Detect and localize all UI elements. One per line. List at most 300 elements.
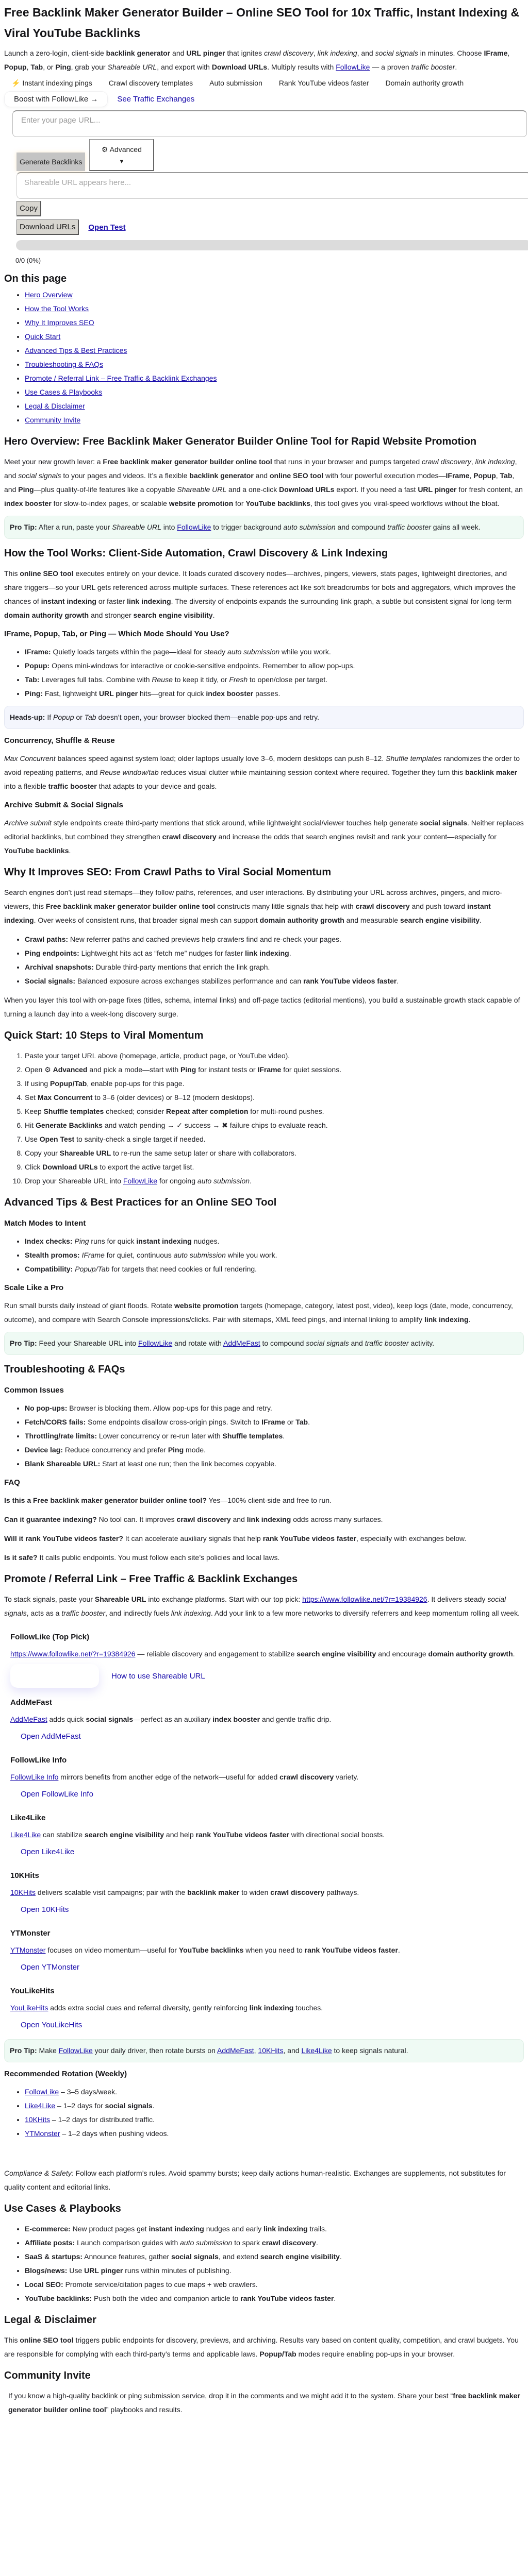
list-item: • Device lag: Reduce concurrency and prefer Ping mode. — [25, 1443, 524, 1457]
copy-button[interactable]: Copy — [16, 201, 41, 216]
italic-text: auto submission — [197, 1177, 250, 1185]
list-item: 3. If using Popup/Tab, enable pop-ups for this page. — [25, 1077, 524, 1091]
concurrency-body: Max Concurrent balances speed against system load; older laptops usually love 3–6, modern desktops can push 8–12. Shuffle templates randomizes the order to avoid repeating patterns, and Reuse window/tab reduces visual clutter while maintaining session context where required. Together they turn this backlink maker into a flexible traffic booster that adapts to your device and goals. — [4, 754, 520, 790]
bold-text: Tab — [295, 1418, 308, 1426]
list-item: • Ping endpoints: Lightweight hits act as “fetch me” nudges for faster link indexing. — [25, 946, 524, 960]
exchange-card-title: YouLikeHits — [10, 1987, 55, 1995]
list-item: • Compatibility: Popup/Tab for targets that need cookies or full rendering. — [25, 1262, 524, 1276]
hero-body: Meet your new growth lever: a Free backlink maker generator builder online tool that runs in your browser and pumps targeted crawl discovery, link indexing, and social signals to your pages and videos. It’s a flexible backlink generator and online SEO tool with four powerful execution modes—IFrame, Popup, Tab, and Ping—plus quality-of-life features like a copyable Shareable URL and a one-click Download URLs export. If you need a fast URL pinger for fresh content, an index booster for slow-to-index pages, or scalable website promotion for YouTube backlinks, this tool gives you viral-speed workflows without the bloat. — [4, 457, 523, 507]
bold-text: Stealth promos: — [25, 1251, 80, 1259]
bold-text: Tab — [500, 471, 513, 480]
exchange-card-body: YouLikeHits adds extra social cues and referral diversity, gently reinforcing link indexing touches. — [10, 2004, 323, 2012]
italic-text: link indexing — [475, 457, 515, 466]
italic-text: social signals — [306, 1339, 349, 1347]
rotation-list — [4, 2085, 524, 2141]
list-item: • Local SEO: Promote service/citation pages to cue maps + web crawlers. — [25, 2278, 524, 2292]
bold-text: search engine visibility — [84, 1831, 164, 1839]
bold-text: rank YouTube videos faster — [304, 1946, 398, 1954]
bold-text: instant indexing — [148, 2225, 204, 2233]
list-item: 4. Set Max Concurrent to 3–6 (older devices) or 8–12 (modern desktops). — [25, 1091, 524, 1105]
toc-item — [25, 302, 524, 316]
exchange-card-title: 10KHits — [10, 1871, 39, 1880]
exchange-card-title: Like4Like — [10, 1814, 46, 1822]
bold-text: YouTube backlinks: — [25, 2294, 92, 2302]
exchange-card-body: 10KHits delivers scalable visit campaigns; pair with the backlink maker to widen crawl discovery pathways. — [10, 1888, 359, 1896]
cta-row — [4, 91, 524, 107]
bold-text: rank YouTube videos faster — [262, 1534, 357, 1543]
use-cases-section — [4, 2199, 524, 2306]
bold-text: instant indexing — [136, 1237, 192, 1245]
open-exchange-link[interactable]: Open Like4Like — [21, 1848, 75, 1856]
bold-text: online SEO tool — [20, 2336, 74, 2344]
toc-item — [25, 344, 524, 358]
inline-link[interactable]: FollowLike — [177, 523, 211, 531]
legal-body: This online SEO tool triggers public endpoints for discovery, previews, and archiving. Results vary based on content quality, competition, and crawl budgets. You are responsible for complying with each third-party’s terms and applicable laws. Popup/Tab modes require enabling pop-ups in your browser. — [4, 2336, 519, 2358]
boost-with-followlike-button[interactable]: Boost with FollowLike → — [4, 91, 108, 107]
pro-tip-box: Pro Tip: Feed your Shareable URL into FollowLike and rotate with AddMeFast to compound social signals and traffic booster activity. — [4, 1332, 524, 1355]
exchange-card — [4, 1691, 524, 1749]
bold-text: Index checks: — [25, 1237, 73, 1245]
list-item: • Stealth promos: IFrame for quiet, continuous auto submission while you work. — [25, 1248, 524, 1262]
bold-text: Generate Backlinks — [36, 1121, 103, 1129]
archive-heading: Archive Submit & Social Signals — [4, 801, 123, 809]
bold-text: Is this a Free backlink maker generator builder online tool? — [4, 1496, 207, 1504]
bold-text: Can it guarantee indexing? — [4, 1515, 97, 1523]
bold-text: Ping — [180, 1065, 196, 1074]
advanced-label: Advanced — [109, 145, 142, 154]
bold-text: URL pinger — [186, 49, 225, 57]
bold-text: Device lag: — [25, 1446, 63, 1454]
list-item: • 10KHits – 1–2 days for distributed traffic. — [25, 2113, 524, 2127]
bold-text: Advanced — [53, 1065, 88, 1074]
bold-text: crawl discovery — [270, 1888, 325, 1896]
bold-text: website promotion — [169, 499, 234, 507]
exchange-card — [4, 1864, 524, 1922]
italic-text: social signals — [4, 1595, 506, 1617]
inline-link[interactable]: 10KHits — [258, 2046, 284, 2055]
bold-text: backlink generator — [189, 471, 254, 480]
italic-text: IFrame — [81, 1251, 105, 1259]
open-exchange-link[interactable]: Open 10KHits — [21, 1905, 69, 1914]
list-item: • No pop-ups: Browser is blocking them. Allow pop-ups for this page and retry. — [25, 1401, 524, 1415]
italic-text: link indexing — [317, 49, 357, 57]
exchange-card-title: AddMeFast — [10, 1698, 52, 1707]
inline-link[interactable]: 10KHits — [10, 1888, 36, 1896]
italic-text: Shuffle templates — [386, 754, 442, 762]
list-item: • YouTube backlinks: Push both the video and companion article to rank YouTube videos faster. — [25, 2292, 524, 2306]
progress-bar — [16, 240, 528, 250]
exchange-card-top-pick — [4, 1625, 524, 1688]
bold-text: domain authority growth — [428, 1650, 513, 1658]
faq-item: Is this a Free backlink maker generator builder online tool? Yes—100% client-side and free to run. — [4, 1496, 332, 1504]
exchange-card — [4, 1749, 524, 1806]
toc-link-troubleshooting[interactable]: Troubleshooting & FAQs — [25, 360, 104, 368]
generate-backlinks-button[interactable]: Generate Backlinks — [16, 152, 85, 171]
shareable-url-output[interactable] — [16, 172, 528, 199]
common-issues-heading: Common Issues — [4, 1386, 64, 1395]
community-heading: Community Invite — [4, 2370, 91, 2381]
concurrency-heading: Concurrency, Shuffle & Reuse — [4, 736, 115, 745]
bold-text: social signals — [105, 2102, 153, 2110]
bold-text: Compatibility: — [25, 1265, 73, 1273]
inline-link[interactable]: Like4Like — [25, 2102, 56, 2110]
italic-text: Ping — [74, 1237, 89, 1245]
exchange-card-body: FollowLike Info mirrors benefits from another edge of the network—useful for added crawl discovery variety. — [10, 1773, 359, 1781]
toc-link-hero-overview[interactable]: Hero Overview — [25, 291, 73, 299]
pro-tip-box: Pro Tip: After a run, paste your Shareable URL into FollowLike to trigger background auto submission and compound traffic booster gains all week. — [4, 516, 524, 539]
italic-text: auto submission — [180, 2239, 233, 2247]
list-item: 2. Open ⚙ Advanced and pick a mode—start with Ping for instant tests or IFrame for quiet sessions. — [25, 1063, 524, 1077]
italic-text: Popup — [53, 713, 74, 721]
bold-text: No pop-ups: — [25, 1404, 68, 1412]
toc-item — [25, 330, 524, 344]
page-url-input[interactable] — [12, 110, 527, 137]
toc-link-community[interactable]: Community Invite — [25, 416, 81, 424]
bold-text: Ping endpoints: — [25, 949, 79, 957]
list-item: 7. Use Open Test to sanity-check a single target if needed. — [25, 1132, 524, 1146]
modes-heading: IFrame, Popup, Tab, or Ping — Which Mode Should You Use? — [4, 630, 229, 638]
italic-text: auto submission — [227, 648, 280, 656]
inline-link[interactable]: FollowLike — [25, 2088, 59, 2096]
bold-text: rank YouTube videos faster — [195, 1831, 289, 1839]
bold-text: backlink maker — [465, 768, 518, 776]
bold-text: E-commerce: — [25, 2225, 71, 2233]
promote-intro: To stack signals, paste your Shareable URL into exchange platforms. Start with our top pick: https://www.followlike.net/?r=19384926. It delivers steady social signals, acts as a traffic booster, and indirectly fuels link indexing. Add your link to a few more networks to diversify referrers and keep momentum rolling all week. — [4, 1595, 520, 1617]
how-to-use-shareable-url-link[interactable]: How to use Shareable URL — [111, 1671, 205, 1681]
copy-row — [16, 201, 524, 216]
bold-text: free backlink maker generator builder online tool — [8, 2392, 520, 2414]
match-modes-heading: Match Modes to Intent — [4, 1219, 86, 1228]
advanced-heading: Advanced Tips & Best Practices for an Online SEO Tool — [4, 1197, 277, 1208]
open-exchange-link[interactable]: Open AddMeFast — [21, 1732, 81, 1741]
inline-link[interactable]: Like4Like — [10, 1831, 41, 1839]
bold-text: backlink generator — [106, 49, 171, 57]
exchange-card — [4, 1922, 524, 1979]
promote-heading: Promote / Referral Link – Free Traffic & Backlink Exchanges — [4, 1573, 298, 1585]
inline-link[interactable]: YTMonster — [10, 1946, 46, 1954]
bold-text: link indexing — [245, 949, 289, 957]
see-traffic-exchanges-link[interactable]: See Traffic Exchanges — [117, 95, 195, 104]
inline-link[interactable]: FollowLike — [58, 2046, 93, 2055]
list-item: • FollowLike – 3–5 days/week. — [25, 2085, 524, 2099]
toc-item — [25, 288, 524, 302]
bold-text: Shuffle templates — [222, 1432, 283, 1440]
bold-text: Popup — [473, 471, 496, 480]
bold-text: Popup/Tab — [259, 2350, 296, 2358]
bold-text: Ping: — [25, 689, 43, 698]
why-heading: Why It Improves SEO: From Crawl Paths to Viral Social Momentum — [4, 867, 332, 878]
toc-link-legal[interactable]: Legal & Disclaimer — [25, 402, 85, 410]
bold-text: Social signals: — [25, 977, 76, 985]
bold-text: domain authority growth — [4, 611, 89, 619]
bold-text: Free backlink maker generator builder online tool — [103, 457, 272, 466]
inline-link[interactable]: https://www.followlike.net/?r=19384926 — [10, 1650, 136, 1658]
list-item: • Blogs/news: Use URL pinger runs within minutes of publishing. — [25, 2264, 524, 2278]
open-exchange-link[interactable]: Open YTMonster — [21, 1963, 79, 1972]
italic-text: traffic booster — [61, 1609, 106, 1617]
bold-text: IFrame — [257, 1065, 282, 1074]
bold-text: YouTube backlinks — [4, 846, 69, 855]
list-item: • Blank Shareable URL: Start at least one run; then the link becomes copyable. — [25, 1457, 524, 1471]
troubleshooting-section — [4, 1360, 524, 1565]
feature-chip-label: Auto submission — [209, 79, 262, 87]
list-item: • Ping: Fast, lightweight URL pinger hits—great for quick index booster passes. — [25, 687, 524, 701]
italic-text: auto submission — [173, 1251, 226, 1259]
exchange-card-title: FollowLike (Top Pick) — [10, 1633, 90, 1641]
inline-link[interactable]: FollowLike — [123, 1177, 158, 1185]
bold-text: traffic booster — [48, 782, 97, 790]
italic-text: crawl discovery — [422, 457, 471, 466]
bold-text: Local SEO: — [25, 2280, 63, 2289]
list-item: • Popup: Opens mini-windows for interactive or cookie-sensitive endpoints. Remember to allow pop-ups. — [25, 659, 524, 673]
bold-text: Shareable URL — [94, 1595, 146, 1603]
why-body: Search engines don’t just read sitemaps—they follow paths, references, and user interactions. By distributing your URL across archives, pingers, and micro-viewers, this Free backlink maker generator builder online tool constructs many little signals that help with crawl discovery and push toward instant indexing. Over weeks of consistent runs, that broader signal mesh can support domain authority growth and measurable search engine visibility. — [4, 888, 502, 924]
bold-text: search engine visibility — [260, 2252, 340, 2261]
italic-text: Fresh — [229, 675, 248, 684]
bold-text: online SEO tool — [20, 569, 74, 578]
bold-text: Ping — [18, 485, 34, 494]
bold-text: Blank Shareable URL: — [25, 1460, 101, 1468]
rotation-heading: Recommended Rotation (Weekly) — [4, 2070, 127, 2078]
quick-start-steps — [4, 1049, 524, 1188]
caret-down-icon: ▼ — [119, 159, 125, 165]
bold-text: social signals — [86, 1715, 134, 1723]
list-item: 8. Copy your Shareable URL to re-run the same setup later or share with collaborators. — [25, 1146, 524, 1160]
italic-text: social signals — [375, 49, 418, 57]
common-issues-list — [4, 1401, 524, 1471]
bold-text: crawl discovery — [355, 902, 410, 910]
faq-heading: FAQ — [4, 1478, 20, 1487]
bold-text: crawl discovery — [162, 833, 217, 841]
bold-text: Download URLs — [279, 485, 335, 494]
list-item: 9. Click Download URLs to export the active target list. — [25, 1160, 524, 1174]
bold-text: Download URLs — [211, 63, 268, 71]
bold-text: backlink maker — [187, 1888, 240, 1896]
bold-text: link indexing — [263, 2225, 308, 2233]
bold-text: Pro Tip: — [10, 523, 37, 531]
bold-text: Archival snapshots: — [25, 963, 94, 971]
bold-text: Popup/Tab — [50, 1079, 87, 1088]
italic-text: Popup/Tab — [75, 1265, 110, 1273]
bold-text: Free backlink maker generator builder online tool — [45, 902, 216, 910]
exchange-card — [4, 1806, 524, 1864]
bold-text: Popup — [4, 63, 27, 71]
bold-text: index booster — [4, 499, 52, 507]
bold-text: Shuffle templates — [43, 1107, 104, 1115]
faq-list — [4, 1494, 524, 1565]
toc-link-how-the-tool-works[interactable]: How the Tool Works — [25, 304, 89, 313]
exchange-card-body: Like4Like can stabilize search engine visibility and help rank YouTube videos faster with directional social boosts. — [10, 1831, 385, 1839]
tool-action-row — [16, 139, 524, 171]
list-item: • Affiliate posts: Launch comparison guides with auto submission to spark crawl discovery. — [25, 2236, 524, 2250]
list-item: • Archival snapshots: Durable third-party mentions that enrich the link graph. — [25, 960, 524, 974]
bold-text: instant indexing — [41, 597, 96, 605]
bold-text: Will it rank YouTube videos faster? — [4, 1534, 123, 1543]
bold-text: search engine visibility — [133, 611, 213, 619]
italic-text: traffic booster — [387, 523, 431, 531]
how-heading: How the Tool Works: Client-Side Automation, Crawl Discovery & Link Indexing — [4, 548, 388, 559]
open-exchange-link[interactable]: Open FollowLike Info — [21, 1790, 93, 1799]
italic-text: Shareable URL — [107, 63, 157, 71]
advanced-toggle-button[interactable] — [89, 139, 154, 171]
list-item: 6. Hit Generate Backlinks and watch pending → ✓ success → ✖ failure chips to evaluate reach. — [25, 1118, 524, 1132]
list-item: • Fetch/CORS fails: Some endpoints disallow cross-origin pings. Switch to IFrame or Tab. — [25, 1415, 524, 1429]
bold-text: social signals — [171, 2252, 219, 2261]
toc-item — [25, 358, 524, 371]
inline-link[interactable]: FollowLike — [336, 63, 370, 71]
troubleshooting-heading: Troubleshooting & FAQs — [4, 1364, 125, 1375]
bold-text: index booster — [206, 689, 254, 698]
list-item: • Throttling/rate limits: Lower concurrency or re-run later with Shuffle templates. — [25, 1429, 524, 1443]
italic-text: Shareable URL — [112, 523, 161, 531]
why-points-list — [4, 933, 524, 988]
intro-paragraph: Launch a zero-login, client-side backlink generator and URL pinger that ignites crawl discovery, link indexing, and social signals in minutes. Choose IFrame, Popup, Tab, or Ping, grab your Shareable URL, and export with Download URLs. Multiply results with FollowLike — a proven traffic booster. — [4, 49, 510, 71]
use-cases-list — [4, 2222, 524, 2306]
inline-link[interactable]: https://www.followlike.net/?r=19384926 — [302, 1595, 427, 1603]
match-modes-list — [4, 1234, 524, 1276]
bold-text: URL pinger — [84, 2266, 123, 2275]
scale-body: Run small bursts daily instead of giant floods. Rotate website promotion targets (homepage, category, latest post, video), keep logs (date, mode, concurrency, outcome), and compare with Search Console impressions/clicks. Pair with sitemaps, XML feed pings, and internal linking to amplify link indexing. — [4, 1301, 513, 1324]
how-section — [4, 544, 524, 858]
italic-text: link indexing — [171, 1609, 211, 1617]
spacer — [4, 2146, 524, 2166]
feature-chip — [202, 76, 272, 90]
scale-heading: Scale Like a Pro — [4, 1283, 64, 1292]
inline-link[interactable]: Like4Like — [301, 2046, 332, 2055]
feature-chip-label: Rank YouTube videos faster — [278, 79, 369, 87]
list-item: • IFrame: Quietly loads targets within the page—ideal for steady auto submission while you work. — [25, 645, 524, 659]
list-item: • Tab: Leverages full tabs. Combine with Reuse to keep it tidy, or Fresh to open/close per target. — [25, 673, 524, 687]
bold-text: link indexing — [249, 2004, 294, 2012]
inline-link[interactable]: YouLikeHits — [10, 2004, 48, 2012]
exchange-card — [4, 1979, 524, 2037]
quick-start-section — [4, 1026, 524, 1188]
feature-chip — [378, 76, 473, 90]
bold-text: SaaS & startups: — [25, 2252, 83, 2261]
inline-link[interactable]: FollowLike — [138, 1339, 173, 1347]
bold-text: website promotion — [174, 1301, 239, 1310]
top-pick-cta-button[interactable] — [10, 1664, 99, 1688]
bold-text: Fetch/CORS fails: — [25, 1418, 86, 1426]
bold-text: Pro Tip: — [10, 2046, 37, 2055]
bold-text: Tab: — [25, 675, 40, 684]
advanced-section — [4, 1193, 524, 1355]
exchange-card-body: https://www.followlike.net/?r=19384926 — reliable discovery and engagement to stabilize search engine visibility and encourage domain authority growth. — [10, 1650, 515, 1658]
bold-text: index booster — [212, 1715, 260, 1723]
toc-list — [4, 288, 524, 427]
modes-list — [4, 645, 524, 701]
bold-text: rank YouTube videos faster — [303, 977, 397, 985]
inline-link[interactable]: AddMeFast — [10, 1715, 47, 1723]
bold-text: Max Concurrent — [37, 1093, 93, 1101]
feature-chips — [4, 76, 524, 90]
bold-text: Blogs/news: — [25, 2266, 68, 2275]
exchange-card-title: YTMonster — [10, 1929, 51, 1938]
exchange-cards — [4, 1691, 524, 2037]
feature-chip — [4, 76, 102, 90]
quick-start-heading: Quick Start: 10 Steps to Viral Momentum — [4, 1030, 204, 1041]
bold-text: YouTube backlinks — [245, 499, 310, 507]
inline-link[interactable]: AddMeFast — [223, 1339, 260, 1347]
bold-text: crawl discovery — [176, 1515, 231, 1523]
bold-text: link indexing — [424, 1315, 469, 1324]
list-item: • SaaS & startups: Announce features, gather social signals, and extend search engine visibility. — [25, 2250, 524, 2264]
bold-text: YouTube backlinks — [178, 1946, 244, 1954]
inline-link[interactable]: 10KHits — [25, 2115, 51, 2124]
open-test-link[interactable]: Open Test — [88, 223, 126, 232]
list-item: • Index checks: Ping runs for quick instant indexing nudges. — [25, 1234, 524, 1248]
progress-status: 0/0 (0%) — [15, 257, 41, 264]
bold-text: online SEO tool — [269, 471, 324, 480]
toc-link-why-it-improves-seo[interactable]: Why It Improves SEO — [25, 318, 94, 327]
open-exchange-link[interactable]: Open YouLikeHits — [21, 2021, 82, 2029]
feature-chip — [272, 76, 378, 90]
bold-text: crawl discovery — [279, 1773, 334, 1781]
bold-text: Popup: — [25, 662, 50, 670]
faq-item: Is it safe? It calls public endpoints. You must follow each site’s policies and local laws. — [4, 1553, 280, 1562]
list-item: 5. Keep Shuffle templates checked; consider Repeat after completion for multi-round pushes. — [25, 1105, 524, 1118]
faq-item: Will it rank YouTube videos faster? It can accelerate auxiliary signals that help rank YouTube videos faster, especially with exchanges below. — [4, 1534, 467, 1543]
feature-chip — [102, 76, 202, 90]
toc-link-use-cases[interactable]: Use Cases & Playbooks — [25, 388, 103, 396]
promote-section — [4, 1570, 524, 2194]
toc-item — [25, 399, 524, 413]
italic-text: Tab — [84, 713, 96, 721]
bold-text: Affiliate posts: — [25, 2239, 75, 2247]
toc-link-promote[interactable]: Promote / Referral Link – Free Traffic & Backlink Exchanges — [25, 374, 217, 382]
bold-text: link indexing — [127, 597, 171, 605]
bold-text: crawl discovery — [261, 2239, 316, 2247]
toc-link-advanced-tips[interactable]: Advanced Tips & Best Practices — [25, 346, 127, 354]
community-body: If you know a high-quality backlink or ping submission service, drop it in the comments and we might add it to the system. Share your best “free backlink maker generator builder online tool” playbooks and results. — [8, 2392, 520, 2414]
bold-text: IFrame — [446, 471, 470, 480]
toc-item — [25, 371, 524, 385]
top-pick-actions — [10, 1664, 518, 1688]
italic-text: Archive submit — [4, 819, 52, 827]
bold-text: Is it safe? — [4, 1553, 38, 1562]
toc-link-quick-start[interactable]: Quick Start — [25, 332, 61, 341]
toc-item — [25, 413, 524, 427]
inline-link[interactable]: AddMeFast — [217, 2046, 254, 2055]
download-urls-button[interactable]: Download URLs — [16, 219, 79, 235]
inline-link[interactable]: FollowLike Info — [10, 1773, 59, 1781]
use-cases-heading: Use Cases & Playbooks — [4, 2203, 121, 2214]
bold-text: URL pinger — [418, 485, 457, 494]
bold-text: URL pinger — [98, 689, 138, 698]
bold-text: Repeat after completion — [166, 1107, 249, 1115]
bold-text: IFrame — [484, 49, 508, 57]
exchange-card-title: FollowLike Info — [10, 1756, 67, 1765]
inline-link[interactable]: YTMonster — [25, 2129, 60, 2138]
toc-title: On this page — [4, 273, 67, 284]
compliance-note: Compliance & Safety: Follow each platform’s rules. Avoid spammy bursts; keep daily actions human-realistic. Exchanges are supplements, not substitutes for quality content and editorial links. — [4, 2169, 506, 2191]
bold-text: IFrame — [261, 1418, 285, 1426]
heads-up-box: Heads-up: If Popup or Tab doesn’t open, your browser blocked them—enable pop-ups and retry. — [4, 706, 524, 729]
bold-text: Crawl paths: — [25, 935, 69, 943]
lightning-icon: ⚡ — [11, 79, 21, 87]
italic-text: Reuse — [152, 675, 173, 684]
italic-text: Max Concurrent — [4, 754, 56, 762]
download-row — [16, 219, 524, 235]
list-item: • Social signals: Balanced exposure across exchanges stabilizes performance and can rank YouTube videos faster. — [25, 974, 524, 988]
legal-heading: Legal & Disclaimer — [4, 2314, 96, 2326]
faq-item: Can it guarantee indexing? No tool can. It improves crawl discovery and link indexing odds across many surfaces. — [4, 1515, 383, 1523]
bold-text: Tab — [30, 63, 43, 71]
feature-chip-label: Domain authority growth — [385, 79, 464, 87]
italic-text: auto submission — [283, 523, 336, 531]
gear-icon: ⚙ — [101, 145, 108, 154]
list-item: 1. Paste your target URL above (homepage, article, product page, or YouTube video). — [25, 1049, 524, 1063]
